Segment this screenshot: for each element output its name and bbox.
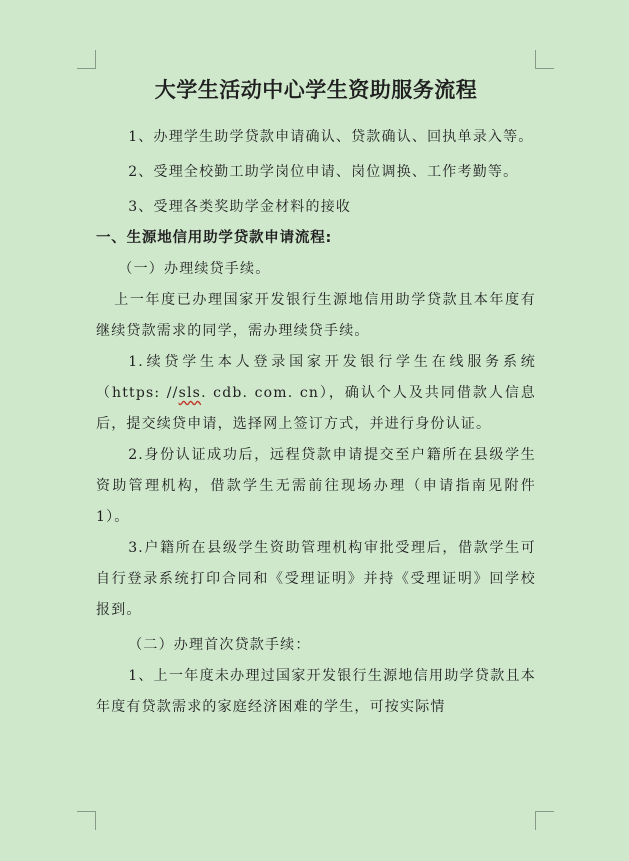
intro-item-1: 1、办理学生助学贷款申请确认、贷款确认、回执单录入等。 (128, 129, 534, 145)
intro-item-3: 3、受理各类奖助学金材料的接收 (128, 199, 352, 215)
renewal-step-1-text-a: 1.续贷学生本人登录国家开发银行学生在线服务系统（https: // (96, 354, 536, 401)
renewal-paragraph: 上一年度已办理国家开发银行生源地信用助学贷款且本年度有继续贷款需求的同学，需办理续贷手续。 (96, 292, 536, 339)
spellcheck-underlined-word: sls (178, 385, 202, 401)
first-loan-step-1: 1、上一年度未办理过国家开发银行生源地信用助学贷款且本年度有贷款需求的家庭经济困难的学生，可按实际情 (96, 668, 536, 715)
document-title: 大学生活动中心学生资助服务流程 (154, 78, 478, 102)
subsection-heading-first-loan: （二）办理首次贷款手续： (128, 637, 311, 653)
renewal-step-1-text-b: . cdb. com. cn），确认个人及共同借款人信息后，提交续贷申请，选择网上签订方式，并进行身份认证。 (96, 385, 537, 432)
renewal-step-1 (96, 347, 536, 440)
intro-item-2: 2、受理全校勤工助学岗位申请、岗位调换、工作考勤等。 (128, 164, 519, 180)
renewal-step-2: 2.身份认证成功后，远程贷款申请提交至户籍所在县级学生资助管理机构，借款学生无需前往现场办理（申请指南见附件 1）。 (96, 447, 536, 525)
crop-mark-top-right (535, 50, 554, 69)
crop-mark-bottom-left (77, 811, 96, 830)
subsection-heading-renewal: （一）办理续贷手续。 (118, 261, 271, 277)
section-heading: 一、生源地信用助学贷款申请流程: (96, 230, 333, 246)
crop-mark-top-left (77, 50, 96, 69)
renewal-step-3: 3.户籍所在县级学生资助管理机构审批受理后，借款学生可自行登录系统打印合同和《受理证明》并持《受理证明》回学校报到。 (96, 540, 536, 618)
document-body[interactable] (96, 74, 536, 723)
crop-mark-bottom-right (535, 811, 554, 830)
